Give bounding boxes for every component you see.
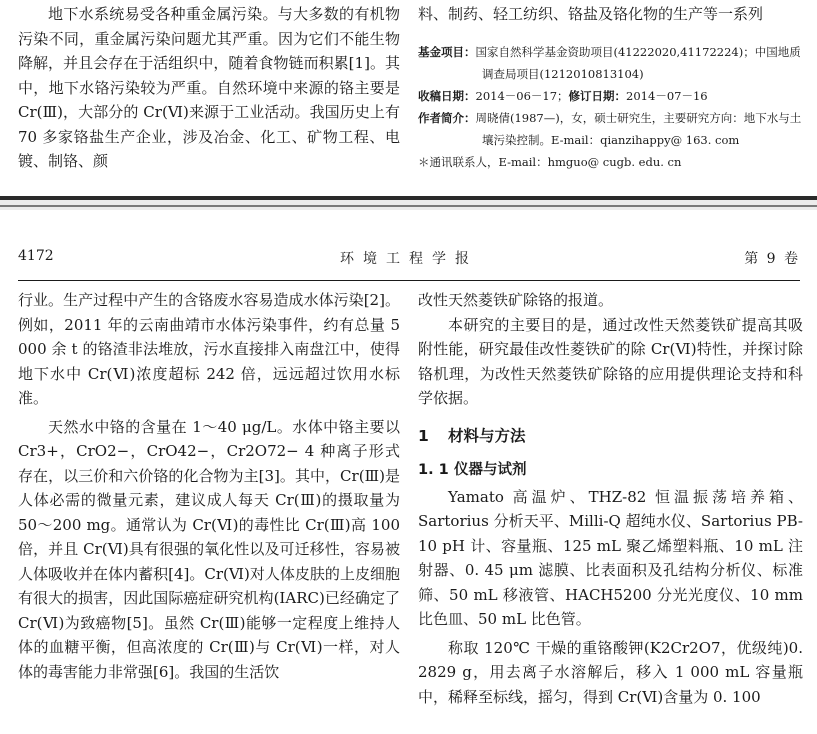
paragraph-reports: 改性天然菱铁矿除铬的报道。 — [418, 291, 614, 309]
subsection-heading — [418, 457, 803, 483]
fund-label: 基金项目： — [418, 44, 476, 59]
paragraph-instruments: Yamato 高温炉、THZ-82 恒温振荡培养箱、Sartorius 分析天平、Milli-Q 超纯水仪、Sartorius PB-10 pH 计、容量瓶、125 mL 聚乙烯塑料瓶、10 mL 注射器、0. 45 μm 滤膜、比表面积及孔结构分析仪、标准筛、50 mL 移液管、HACH5200 分光光度仪、10 mm 比色皿、50 mL 比色管。 — [418, 487, 803, 628]
corresponding-author: ＊通讯联系人，E-mail：hmguo@ cugb. edu. cn — [418, 154, 682, 169]
author-label: 作者简介： — [418, 110, 476, 125]
continued-text: 料、制药、轻工纺织、铬盐及铬化物的生产等一系列 — [418, 5, 764, 23]
intro-paragraph: 地下水系统易受各种重金属污染。与大多数的有机物污染不同，重金属污染问题尤其严重。因为它们不能生物降解，并且会存在于活组织中，随着食物链而积累[1]。其中，地下水铬污染较为严重。自然环境中来源的铬主要是 Cr(Ⅲ)，大部分的 Cr(Ⅵ)来源于工业活动。我国历史上有 70 多家铬盐生产企业，涉及冶金、化工、矿物工程、电镀、制铬、颜 — [18, 5, 400, 170]
section-title: 材料与方法 — [448, 426, 526, 445]
page-separator — [0, 196, 817, 210]
paragraph-chromium-forms: 天然水中铬的含量在 1～40 μg/L。水体中铬主要以 Cr3+，CrO2−，CrO42−，Cr2O72− 4 种离子形式存在，以三价和六价铬的化合物为主[3]。其中，Cr(Ⅲ)是人体必需的微量元素，建议成人每天 Cr(Ⅲ)的摄取量为 50～200 mg。通常认为 Cr(Ⅵ)的毒性比 Cr(Ⅲ)高 100 倍，并且 Cr(Ⅵ)具有很强的氧化性以及可迁移性，容易被人体吸收并在体内蓄积[4]。Cr(Ⅵ)对人体皮肤的上皮细胞有很大的损害，因此国际癌症研究机构(IARC)已经确定了 Cr(Ⅵ)为致癌物[5]。虽然 Cr(Ⅲ)能够一定程度上维持人体的血糖平衡，但高浓度的 Cr(Ⅲ)与 Cr(Ⅵ)一样，对人体的毒害能力非常强[6]。我国的生活饮 — [18, 417, 400, 681]
section-heading — [418, 423, 803, 449]
bottom-right-column — [418, 288, 803, 709]
separator-thick-line — [0, 196, 817, 200]
paragraph-objective: 本研究的主要目的是，通过改性天然菱铁矿提高其吸附性能，研究最佳改性菱铁矿的除 Cr(Ⅵ)特性，并探讨除铬机理，为改性天然菱铁矿除铬的应用提供理论支持和科学依据。 — [418, 315, 803, 407]
header-rule — [18, 280, 800, 281]
received-value: 2014－06－17； — [475, 88, 569, 103]
top-right-column — [418, 2, 803, 173]
section-number: 1 — [418, 426, 429, 445]
subsection-number: 1. 1 — [418, 461, 449, 478]
date-info — [418, 85, 803, 107]
paragraph-pollution: 行业。生产过程中产生的含铬废水容易造成水体污染[2]。例如，2011 年的云南曲靖市水体污染事件，约有总量 5 000 余 t 的铬渣非法堆放，污水直接排入南盘江中，使得地下水中 Cr(Ⅵ)浓度超标 242 倍，远远超过饮用水标准。 — [18, 291, 400, 407]
top-left-column — [18, 2, 400, 174]
bottom-left-column — [18, 288, 400, 684]
volume-number: 第 9 卷 — [744, 251, 800, 267]
fund-value: 国家自然科学基金资助项目(41222020,41172224)；中国地质调查局项目(1212010813104) — [475, 44, 801, 81]
previous-page-fragment — [0, 0, 817, 196]
current-page — [0, 210, 817, 734]
separator-thin-line — [0, 205, 817, 207]
paragraph-reagents: 称取 120℃ 干燥的重铬酸钾(K2Cr2O7，优级纯)0. 2829 g，用去离子水溶解后，移入 1 000 mL 容量瓶中，稀释至标线，摇匀，得到 Cr(Ⅵ)含量为 0. 100 — [418, 638, 803, 706]
revised-label: 修订日期： — [568, 88, 627, 103]
author-info — [418, 107, 803, 151]
revised-value: 2014－07－16 — [626, 88, 708, 103]
page-number: 4172 — [18, 248, 54, 264]
running-header — [18, 248, 800, 272]
journal-title: 环境工程学报 — [340, 251, 478, 267]
author-value: 周晓倩(1987—)，女，硕士研究生，主要研究方向：地下水与土壤污染控制。E-mail：qianzihappy@ 163. com — [475, 110, 802, 147]
subsection-title: 仪器与试剂 — [454, 461, 527, 478]
fund-info — [418, 41, 803, 85]
received-label: 收稿日期： — [418, 88, 476, 103]
